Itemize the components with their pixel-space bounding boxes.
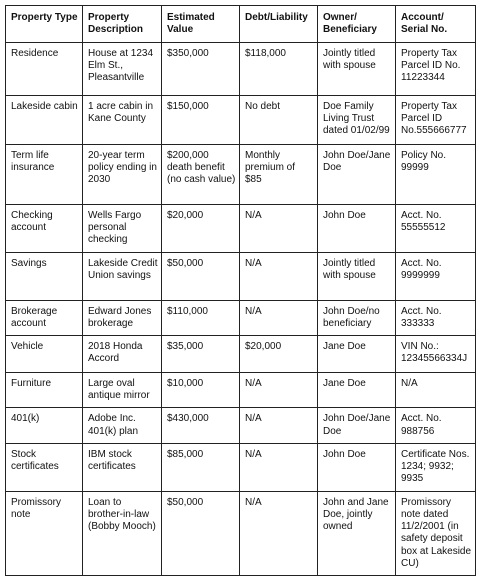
cell-estimated-value: $50,000	[162, 491, 240, 575]
cell-account-serial: Acct. No. 55555512	[396, 205, 476, 253]
cell-property-type: Lakeside cabin	[6, 96, 83, 145]
table-row	[6, 408, 476, 443]
cell-property-description: Edward Jones brokerage	[83, 300, 162, 335]
cell-estimated-value: $350,000	[162, 43, 240, 96]
cell-debt-liability: N/A	[240, 373, 318, 408]
cell-account-serial: Property Tax Parcel ID No. 11223344	[396, 43, 476, 96]
cell-debt-liability: Monthly premium of $85	[240, 145, 318, 205]
cell-property-type: Savings	[6, 252, 83, 300]
cell-owner-beneficiary: John and Jane Doe, jointly owned	[318, 491, 396, 575]
cell-owner-beneficiary: Jointly titled with spouse	[318, 43, 396, 96]
cell-property-type: Residence	[6, 43, 83, 96]
cell-property-description: Wells Fargo personal checking	[83, 205, 162, 253]
cell-property-description: Adobe Inc. 401(k) plan	[83, 408, 162, 443]
header-property-description: Property Description	[83, 6, 162, 43]
header-estimated-value: Estimated Value	[162, 6, 240, 43]
cell-debt-liability: N/A	[240, 300, 318, 335]
header-row	[6, 6, 476, 43]
cell-estimated-value: $110,000	[162, 300, 240, 335]
table-row	[6, 300, 476, 335]
table-row	[6, 336, 476, 373]
cell-debt-liability: N/A	[240, 408, 318, 443]
cell-account-serial: Acct. No. 9999999	[396, 252, 476, 300]
cell-owner-beneficiary: John Doe	[318, 205, 396, 253]
table-row	[6, 443, 476, 491]
cell-owner-beneficiary: Jane Doe	[318, 373, 396, 408]
cell-property-type: Brokerage account	[6, 300, 83, 335]
cell-property-type: Checking account	[6, 205, 83, 253]
cell-estimated-value: $50,000	[162, 252, 240, 300]
table-row	[6, 491, 476, 575]
cell-estimated-value: $200,000 death benefit (no cash value)	[162, 145, 240, 205]
cell-account-serial: Policy No. 99999	[396, 145, 476, 205]
cell-debt-liability: N/A	[240, 252, 318, 300]
cell-debt-liability: No debt	[240, 96, 318, 145]
cell-property-description: 20-year term policy ending in 2030	[83, 145, 162, 205]
table-row	[6, 96, 476, 145]
cell-estimated-value: $10,000	[162, 373, 240, 408]
header-account-serial: Account/ Serial No.	[396, 6, 476, 43]
cell-account-serial: Certificate Nos. 1234; 9932; 9935	[396, 443, 476, 491]
cell-debt-liability: N/A	[240, 491, 318, 575]
cell-property-type: Vehicle	[6, 336, 83, 373]
cell-owner-beneficiary: Doe Family Living Trust dated 01/02/99	[318, 96, 396, 145]
cell-property-type: Term life insurance	[6, 145, 83, 205]
cell-owner-beneficiary: John Doe/no beneficiary	[318, 300, 396, 335]
cell-account-serial: N/A	[396, 373, 476, 408]
table-row	[6, 205, 476, 253]
cell-debt-liability: $118,000	[240, 43, 318, 96]
cell-debt-liability: $20,000	[240, 336, 318, 373]
cell-account-serial: Property Tax Parcel ID No.555666777	[396, 96, 476, 145]
table-row	[6, 43, 476, 96]
cell-owner-beneficiary: John Doe	[318, 443, 396, 491]
header-owner-beneficiary: Owner/ Beneficiary	[318, 6, 396, 43]
cell-property-description: House at 1234 Elm St., Pleasantville	[83, 43, 162, 96]
table-row	[6, 252, 476, 300]
cell-owner-beneficiary: John Doe/Jane Doe	[318, 145, 396, 205]
header-property-type: Property Type	[6, 6, 83, 43]
cell-account-serial: Acct. No. 333333	[396, 300, 476, 335]
header-debt-liability: Debt/Liability	[240, 6, 318, 43]
cell-owner-beneficiary: Jointly titled with spouse	[318, 252, 396, 300]
cell-account-serial: Promissory note dated 11/2/2001 (in safety deposit box at Lakeside CU)	[396, 491, 476, 575]
cell-property-description: IBM stock certificates	[83, 443, 162, 491]
cell-account-serial: VIN No.: 12345566334J	[396, 336, 476, 373]
cell-account-serial: Acct. No. 988756	[396, 408, 476, 443]
cell-property-type: Promissory note	[6, 491, 83, 575]
cell-debt-liability: N/A	[240, 443, 318, 491]
cell-property-description: Large oval antique mirror	[83, 373, 162, 408]
cell-property-description: 1 acre cabin in Kane County	[83, 96, 162, 145]
cell-estimated-value: $85,000	[162, 443, 240, 491]
cell-estimated-value: $430,000	[162, 408, 240, 443]
cell-property-description: Lakeside Credit Union savings	[83, 252, 162, 300]
cell-estimated-value: $35,000	[162, 336, 240, 373]
cell-property-type: Stock certificates	[6, 443, 83, 491]
cell-owner-beneficiary: Jane Doe	[318, 336, 396, 373]
cell-property-type: 401(k)	[6, 408, 83, 443]
cell-estimated-value: $150,000	[162, 96, 240, 145]
cell-property-description: 2018 Honda Accord	[83, 336, 162, 373]
table-row	[6, 145, 476, 205]
property-inventory-table	[5, 5, 476, 576]
cell-property-description: Loan to brother-in-law (Bobby Mooch)	[83, 491, 162, 575]
cell-estimated-value: $20,000	[162, 205, 240, 253]
table-row	[6, 373, 476, 408]
document-page	[5, 5, 476, 576]
cell-owner-beneficiary: John Doe/Jane Doe	[318, 408, 396, 443]
cell-debt-liability: N/A	[240, 205, 318, 253]
cell-property-type: Furniture	[6, 373, 83, 408]
